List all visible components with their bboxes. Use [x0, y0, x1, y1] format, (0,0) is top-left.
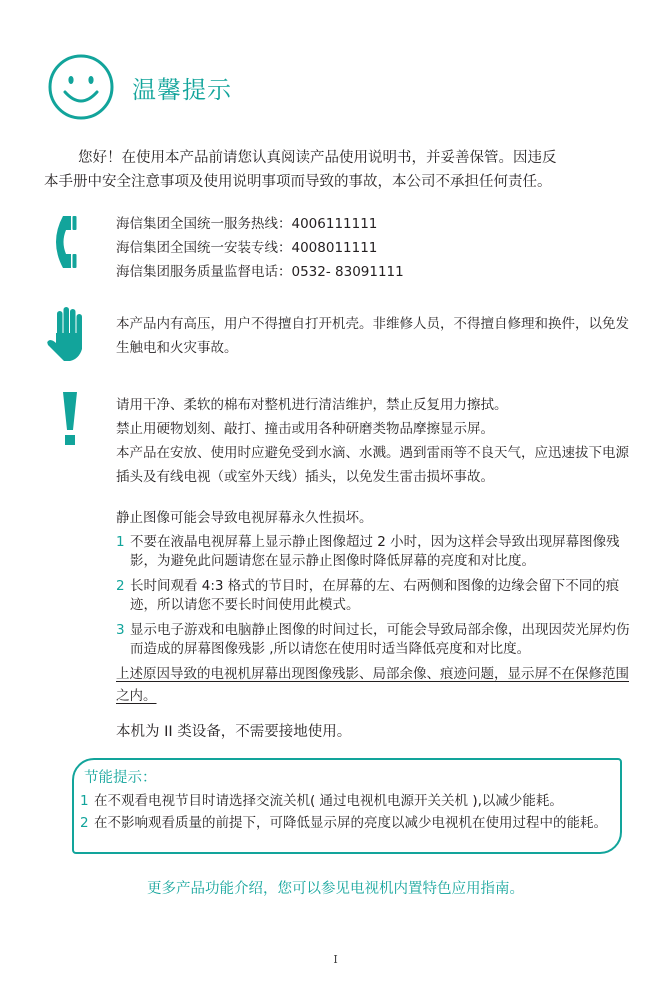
list-number: 3	[116, 622, 125, 638]
caution-section	[116, 393, 636, 489]
page-number: I	[333, 953, 338, 966]
list-item	[116, 621, 636, 659]
list-number: 2	[80, 815, 89, 831]
high-voltage-warning: 本产品内有高压，用户不得擅自打开机壳。非维修人员，不得擅自修理和换件，以免发生触电和火灾事故。	[116, 316, 629, 356]
quality-hotline: 海信集团服务质量监督电话：0532- 83091111	[116, 264, 404, 280]
caution-water: 本产品在安放、使用时应避免受到水滴、水溅。遇到雷雨等不良天气，应迅速拔下电源插头及有线电视（或室外天线）插头，以免发生雷击损坏事故。	[116, 445, 629, 485]
hand-stop-icon	[46, 305, 86, 363]
class-ii-note: 本机为 II 类设备，不需要接地使用。	[116, 724, 352, 740]
list-number: 1	[80, 793, 89, 809]
list-item	[116, 533, 636, 571]
phone-icon	[53, 214, 77, 270]
caution-scratch: 禁止用硬物划刻、敲打、撞击或用各种研磨类物品摩擦显示屏。	[116, 421, 494, 437]
list-text: 在不影响观看质量的前提下，可降低显示屏的亮度以减少电视机在使用过程中的能耗。	[94, 815, 607, 831]
list-item	[80, 792, 610, 811]
list-number: 2	[116, 578, 125, 594]
page-title: 温馨提示	[132, 76, 232, 104]
list-text: 长时间观看 4:3 格式的节目时，在屏幕的左、右两侧和图像的边缘会留下不同的痕迹，所以请您不要长时间使用此模式。	[130, 578, 620, 613]
list-item	[80, 814, 610, 833]
list-text: 在不观看电视节目时请选择交流关机( 通过电视机电源开关关机 ),以减少能耗。	[94, 793, 563, 809]
energy-tips-title: 节能提示：	[84, 770, 157, 786]
smiley-icon	[48, 54, 114, 120]
still-image-lead: 静止图像可能会导致电视屏幕永久性损坏。	[116, 510, 373, 526]
warranty-note: 上述原因导致的电视机屏幕出现图像残影、局部余像、痕迹问题，显示屏不在保修范围之内。	[116, 666, 629, 704]
service-hotline: 海信集团全国统一服务热线：4006111111	[116, 216, 378, 232]
install-hotline: 海信集团全国统一安装专线：4008011111	[116, 240, 378, 256]
more-info-note: 更多产品功能介绍，您可以参见电视机内置特色应用指南。	[147, 881, 524, 897]
list-item	[116, 577, 636, 615]
contact-info	[116, 212, 404, 284]
still-image-section	[116, 509, 636, 707]
intro-paragraph	[44, 146, 640, 194]
exclamation-icon	[62, 392, 78, 446]
intro-line-2: 本手册中安全注意事项及使用说明事项而导致的事故，本公司不承担任何责任。	[44, 174, 552, 190]
caution-clean: 请用干净、柔软的棉布对整机进行清洁维护，禁止反复用力擦拭。	[116, 397, 508, 413]
list-number: 1	[116, 534, 125, 550]
list-text: 显示电子游戏和电脑静止图像的时间过长，可能会导致局部余像，出现因荧光屏灼伤而造成的屏幕图像残影 ,所以请您在使用时适当降低亮度和对比度。	[130, 622, 630, 657]
energy-tips-list	[80, 792, 610, 836]
intro-line-1: 您好！在使用本产品前请您认真阅读产品使用说明书，并妥善保管。因违反	[78, 150, 557, 166]
list-text: 不要在液晶电视屏幕上显示静止图像超过 2 小时，因为这样会导致出现屏幕图像残影，为避免此问题请您在显示静止图像时降低屏幕的亮度和对比度。	[130, 534, 620, 569]
